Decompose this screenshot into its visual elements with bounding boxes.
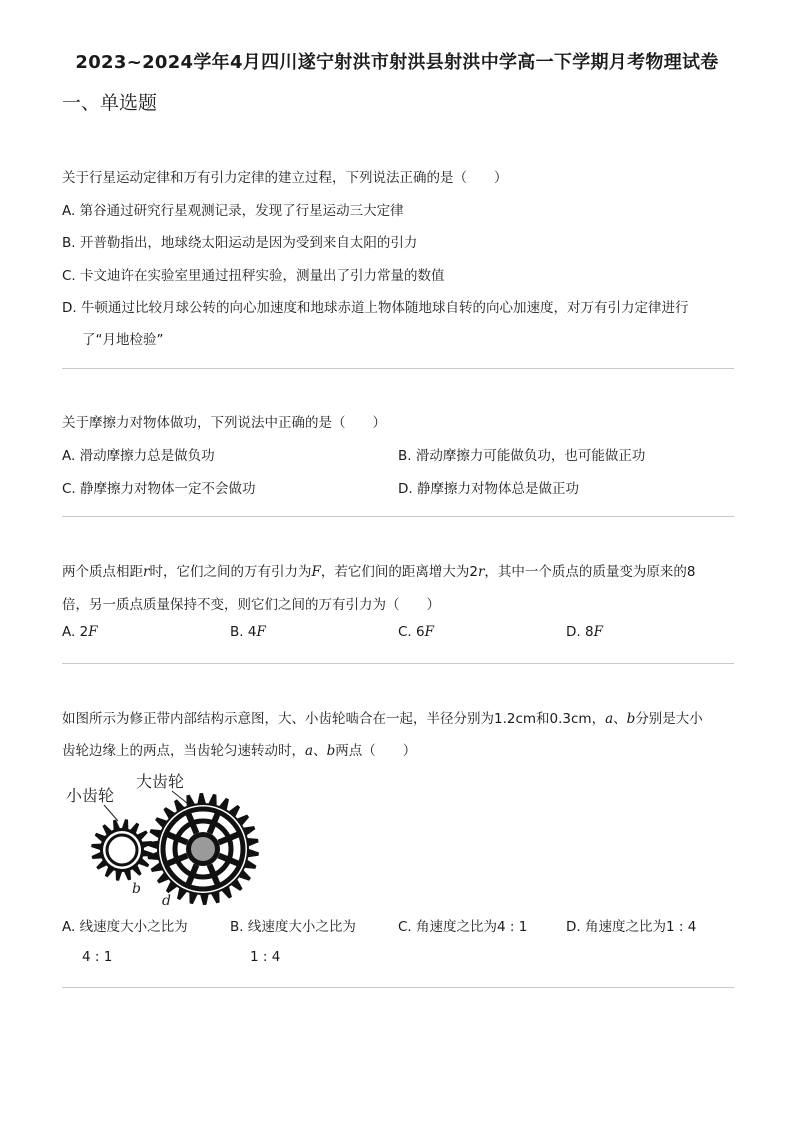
variable-r: r (477, 564, 485, 580)
option-c: C. 角速度之比为4 : 1 (398, 919, 528, 935)
page-title: 2023~2024学年4月四川遂宁射洪市射洪县射洪中学高一下学期月考物理试卷 (75, 52, 719, 73)
variable-b: b (626, 711, 636, 727)
divider (62, 368, 734, 369)
point-d-label: d (162, 893, 171, 909)
stem-text: 两点（ ） (335, 743, 417, 759)
option-a: A. 线速度大小之比为 4 : 1 (62, 919, 188, 965)
variable-a: a (305, 743, 314, 759)
option-a: A. 滑动摩擦力总是做负功 (62, 448, 215, 464)
question-stem-line1: 如图所示为修正带内部结构示意图，大、小齿轮啮合在一起，半径分别为1.2cm和0.3cm，a、b分别是大小 (62, 711, 703, 727)
option-b: B. 开普勒指出，地球绕太阳运动是因为受到来自太阳的引力 (62, 235, 418, 251)
point-b-label: b (132, 881, 141, 897)
stem-text: 分别是大小 (635, 711, 703, 727)
option-b: B. 4F (230, 624, 266, 640)
stem-text: 如图所示为修正带内部结构示意图，大、小齿轮啮合在一起，半径分别为1.2cm和0.3cm， (62, 711, 606, 727)
option-c: C. 6F (398, 624, 434, 640)
divider (62, 516, 734, 517)
question-stem: 关于摩擦力对物体做功，下列说法中正确的是（ ） (62, 415, 386, 431)
divider (62, 987, 734, 988)
option-d-continuation: 了“月地检验” (82, 332, 164, 348)
option-d: D. 牛顿通过比较月球公转的向心加速度和地球赤道上物体随地球自转的向心加速度，对万有引力定律进行 (62, 300, 689, 316)
big-gear (147, 793, 259, 905)
small-gear (91, 819, 153, 881)
section-heading: 一、单选题 (62, 92, 158, 114)
option-b: B. 滑动摩擦力可能做负功，也可能做正功 (398, 448, 646, 464)
variable-b: b (326, 743, 336, 759)
option-c: C. 卡文迪许在实验室里通过扭秤实验，测量出了引力常量的数值 (62, 268, 445, 284)
question-stem-line2: 倍，另一质点质量保持不变，则它们之间的万有引力为（ ） (62, 597, 440, 613)
small-gear-pointer (104, 805, 118, 821)
option-d: D. 静摩擦力对物体总是做正功 (398, 481, 579, 497)
stem-text: 两个质点相距 (62, 564, 143, 580)
stem-text: 时，它们之间的万有引力为 (149, 564, 312, 580)
question-stem-line2: 齿轮边缘上的两点，当齿轮匀速转动时，a、b两点（ ） (62, 743, 417, 759)
divider (62, 663, 734, 664)
option-c: C. 静摩擦力对物体一定不会做功 (62, 481, 256, 497)
question-stem-line1 (62, 560, 696, 580)
small-gear-label: 小齿轮 (66, 786, 115, 805)
variable-f: F (311, 564, 321, 580)
big-gear-label: 大齿轮 (136, 772, 185, 791)
gear-diagram (60, 765, 270, 910)
option-d: D. 角速度之比为1 : 4 (566, 919, 697, 935)
option-b: B. 线速度大小之比为 1 : 4 (230, 919, 356, 965)
option-a: A. 第谷通过研究行星观测记录，发现了行星运动三大定律 (62, 203, 404, 219)
variable-a: a (605, 711, 614, 727)
option-a: A. 2F (62, 624, 98, 640)
stem-text: ，若它们间的距离增大为2 (320, 564, 478, 580)
question-stem: 关于行星运动定律和万有引力定律的建立过程，下列说法正确的是（ ） (62, 170, 508, 186)
stem-text: ，其中一个质点的质量变为原来的8 (484, 564, 696, 580)
option-d: D. 8F (566, 624, 603, 640)
stem-text: 齿轮边缘上的两点，当齿轮匀速转动时， (62, 743, 305, 759)
variable-r: r (143, 564, 150, 580)
